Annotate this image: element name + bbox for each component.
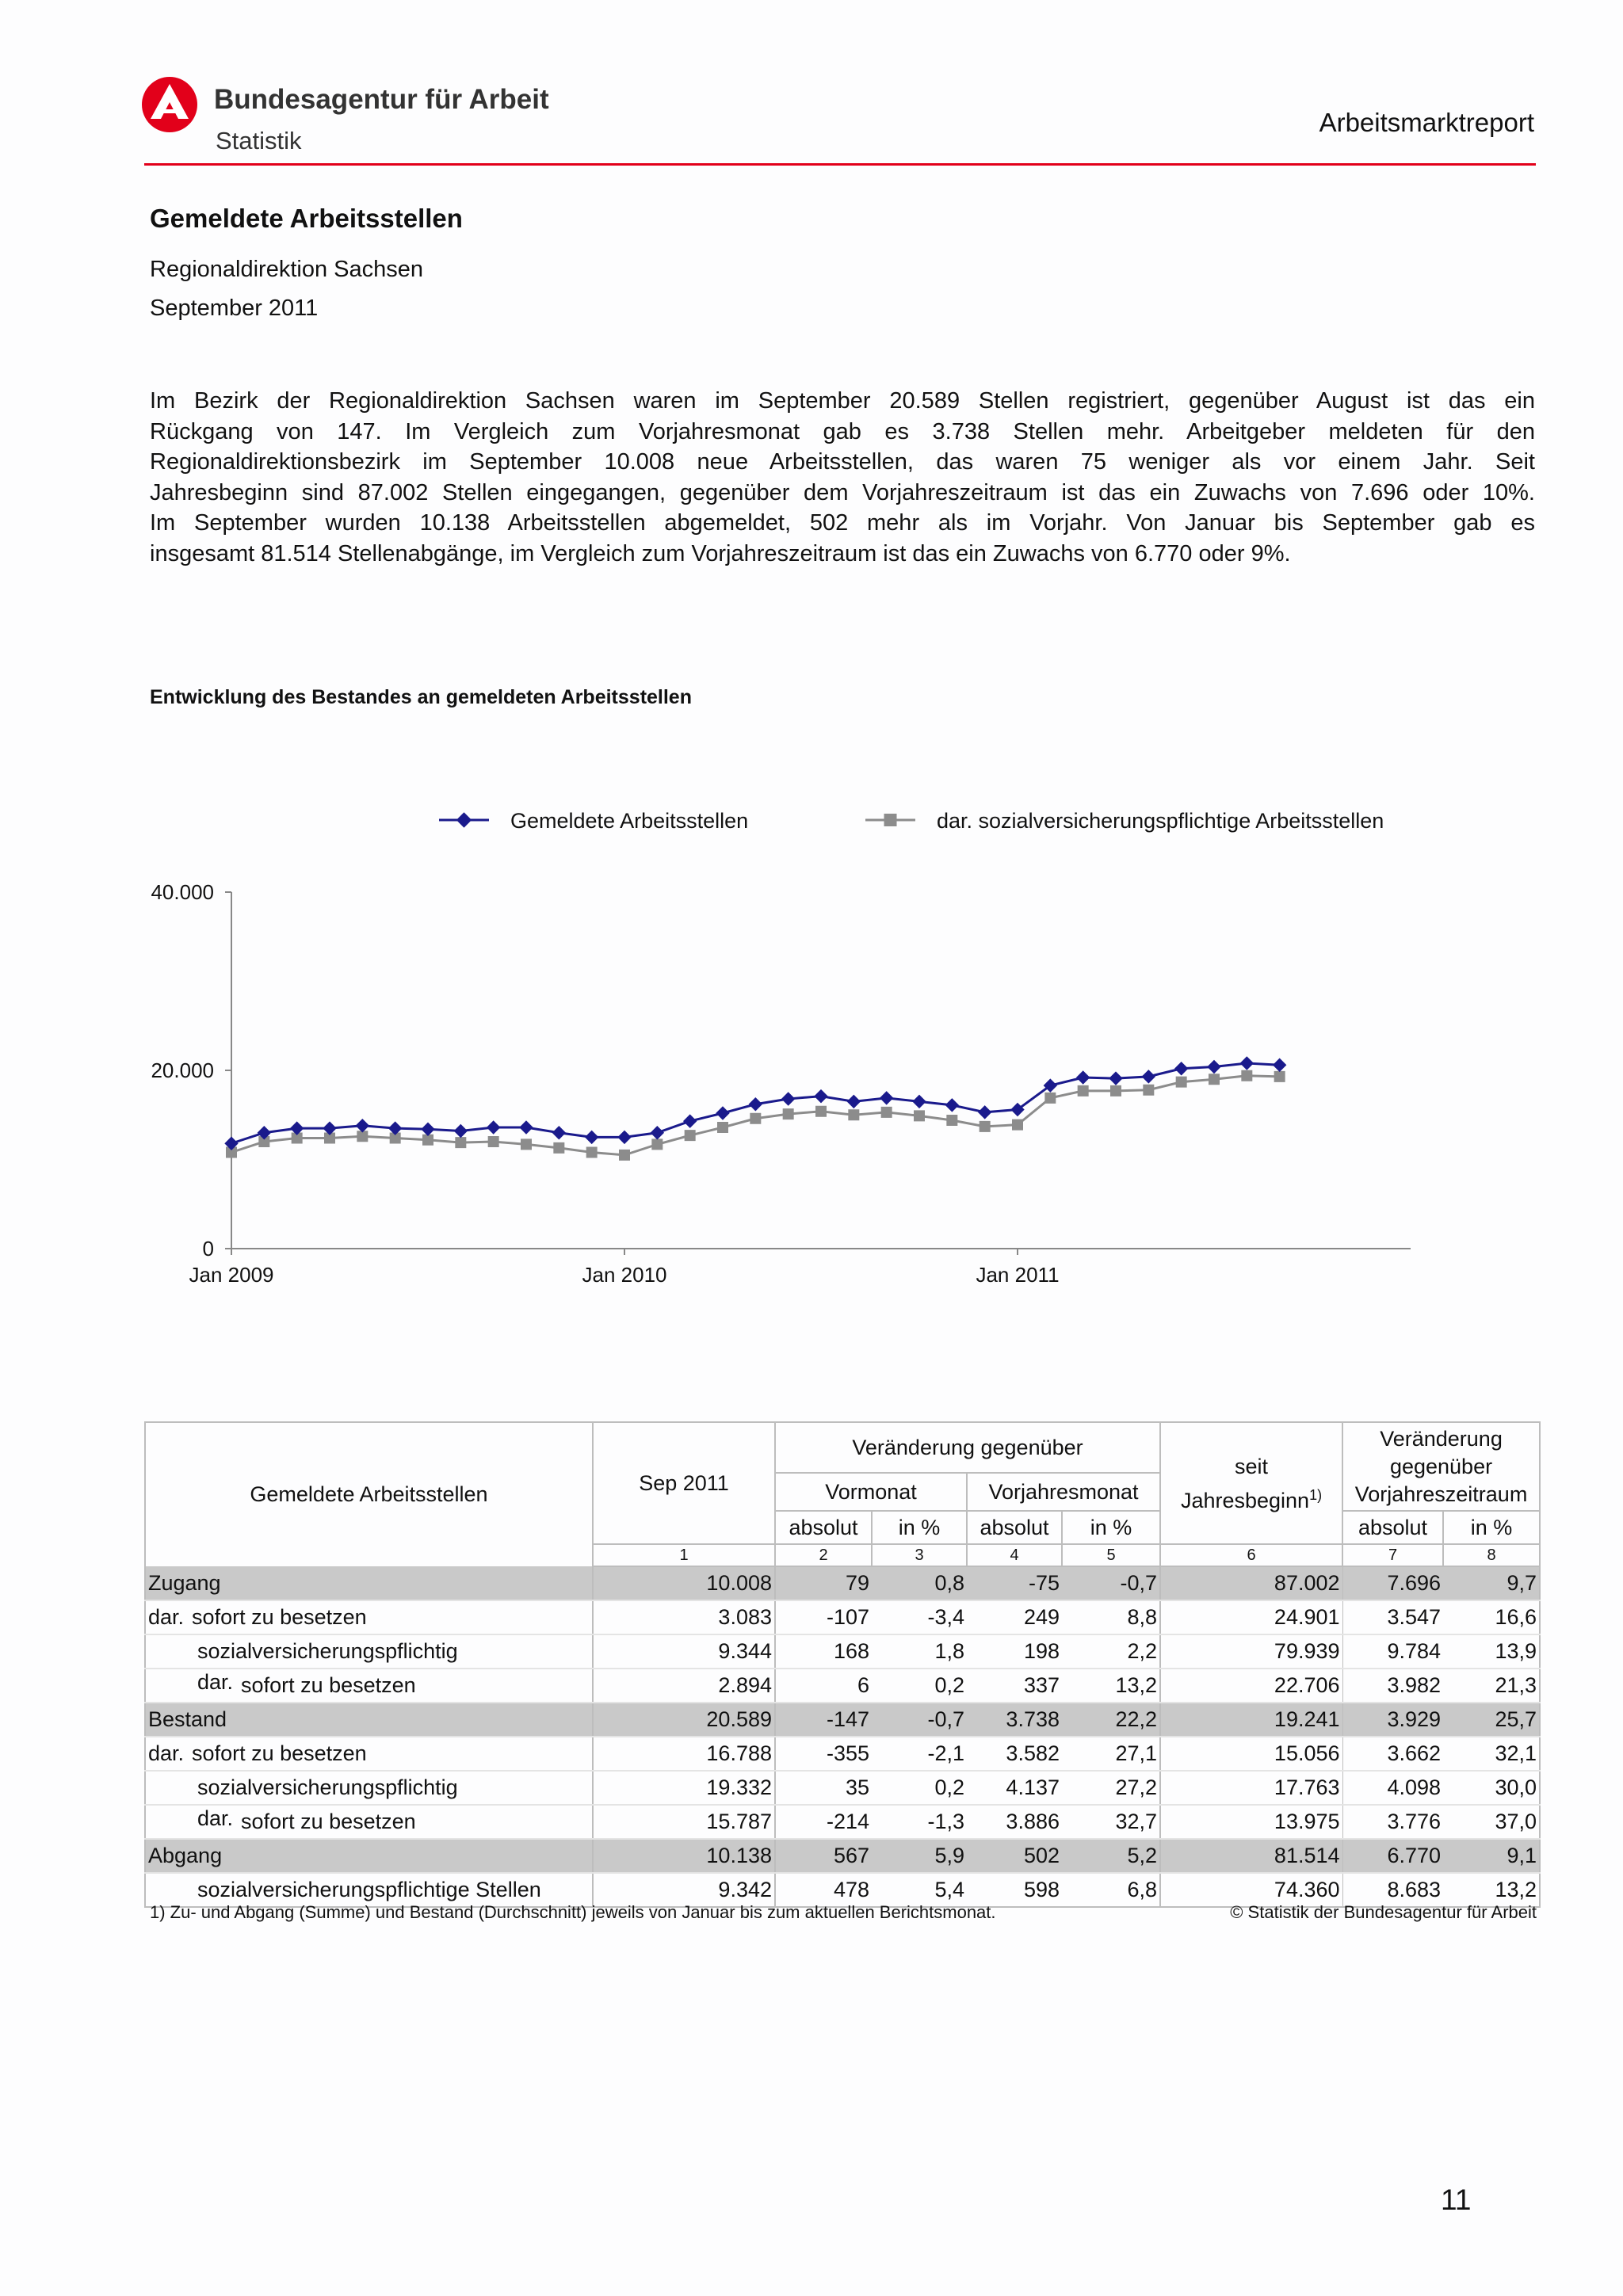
header-change: Veränderung gegenüber	[775, 1422, 1160, 1473]
header-current: Sep 2011	[593, 1422, 775, 1544]
table-cell: -0,7	[872, 1703, 967, 1737]
table-row	[145, 1634, 1540, 1669]
table-cell: -2,1	[872, 1737, 967, 1771]
table-cell: -3,4	[872, 1600, 967, 1634]
data-point	[586, 1131, 598, 1143]
org-name: Bundesagentur für Arbeit	[214, 84, 549, 115]
table-row	[145, 1839, 1540, 1873]
table-cell: 3.982	[1342, 1669, 1443, 1703]
table-row	[145, 1737, 1540, 1771]
header-ytd-sup: 1)	[1309, 1486, 1323, 1503]
row-label-text: sofort zu besetzen	[192, 1605, 367, 1629]
header-ytd-change-l1: Veränderung	[1380, 1426, 1503, 1451]
intro-line: insgesamt 81.514 Stellenabgänge, im Vergleich zum Vorjahreszeitraum ist das ein Zuwachs von 6.770 oder 9%.	[150, 540, 1291, 566]
table-cell: 4.098	[1342, 1771, 1443, 1805]
table-cell: 5,4	[872, 1873, 967, 1907]
table-cell: 198	[967, 1634, 1062, 1669]
data-point	[750, 1113, 761, 1124]
header-prev-year: Vorjahresmonat	[967, 1473, 1160, 1511]
table-cell: 567	[775, 1839, 872, 1873]
header-sub-pct: in %	[1062, 1511, 1160, 1544]
table-row	[145, 1600, 1540, 1634]
row-label	[145, 1737, 593, 1771]
header-ytd-change	[1342, 1422, 1540, 1511]
table-cell: -147	[775, 1703, 872, 1737]
table-cell: 478	[775, 1873, 872, 1907]
data-point	[553, 1142, 564, 1154]
row-label-text: sofort zu besetzen	[241, 1810, 416, 1833]
data-point	[815, 1106, 827, 1117]
data-point	[521, 1138, 532, 1150]
row-label-text: Zugang	[148, 1570, 221, 1595]
column-number: 6	[1160, 1544, 1342, 1566]
data-point	[1175, 1062, 1188, 1075]
row-label-text: sozialversicherungspflichtig	[197, 1775, 458, 1799]
table-cell: 0,8	[872, 1566, 967, 1600]
data-point	[815, 1090, 827, 1103]
table-cell: 249	[967, 1600, 1062, 1634]
table-cell: 32,1	[1443, 1737, 1540, 1771]
y-tick-label: 20.000	[151, 1058, 214, 1082]
row-label-text: sozialversicherungspflichtige Stellen	[197, 1878, 541, 1901]
data-point	[847, 1095, 860, 1108]
data-point	[454, 1125, 467, 1138]
legend-square-icon	[884, 814, 897, 826]
row-label	[145, 1669, 593, 1703]
row-prefix: dar.	[197, 1670, 234, 1694]
table-cell: 15.787	[593, 1805, 775, 1839]
table-cell: 25,7	[1443, 1703, 1540, 1737]
copyright-notice: © Statistik der Bundesagentur für Arbeit	[1230, 1902, 1537, 1922]
y-tick-label: 40.000	[151, 880, 214, 904]
table-header	[145, 1422, 1540, 1566]
chart-axes	[151, 880, 1411, 1287]
table-cell: 9,1	[1443, 1839, 1540, 1873]
table-cell: 87.002	[1160, 1566, 1342, 1600]
data-point	[1110, 1085, 1121, 1097]
row-label-text: sofort zu besetzen	[241, 1673, 416, 1697]
data-point	[1209, 1074, 1220, 1085]
intro-line: Im Bezirk der Regionaldirektion Sachsen waren im September 20.589 Stellen registriert, gegenüber August ist das ein	[150, 388, 1535, 414]
table-cell: 502	[967, 1839, 1062, 1873]
row-prefix: dar.	[148, 1741, 185, 1765]
table-cell: 3.582	[967, 1737, 1062, 1771]
table-row	[145, 1805, 1540, 1839]
data-point	[1176, 1077, 1187, 1088]
header-ytd-line2: Jahresbeginn	[1180, 1488, 1310, 1512]
table-cell: 9.344	[593, 1634, 775, 1669]
table-cell: 16.788	[593, 1737, 775, 1771]
table-row	[145, 1703, 1540, 1737]
table-cell: 5,2	[1062, 1839, 1160, 1873]
data-point	[586, 1147, 598, 1158]
table-cell: 6	[775, 1669, 872, 1703]
table-body	[145, 1566, 1540, 1907]
data-point	[1044, 1093, 1056, 1104]
legend-label: dar. sozialversicherungspflichtige Arbeitsstellen	[937, 809, 1384, 833]
x-tick-label: Jan 2009	[189, 1263, 274, 1287]
legend-diamond-icon	[457, 813, 472, 827]
table-cell: -355	[775, 1737, 872, 1771]
data-point	[945, 1099, 958, 1112]
header-sub-abs: absolut	[1342, 1511, 1443, 1544]
header-sub-pct: in %	[872, 1511, 967, 1544]
header-sub-abs: absolut	[967, 1511, 1062, 1544]
table-cell: -214	[775, 1805, 872, 1839]
data-point	[1208, 1061, 1220, 1074]
table-cell: 35	[775, 1771, 872, 1805]
table-cell: 2.894	[593, 1669, 775, 1703]
table-cell: 5,9	[872, 1839, 967, 1873]
table-cell: 3.083	[593, 1600, 775, 1634]
data-point	[946, 1115, 957, 1126]
column-number: 5	[1062, 1544, 1160, 1566]
table-cell: 3.929	[1342, 1703, 1443, 1737]
row-prefix: dar.	[197, 1806, 234, 1830]
table-cell: 1,8	[872, 1634, 967, 1669]
x-tick-label: Jan 2011	[976, 1263, 1060, 1287]
period-label: September 2011	[150, 296, 319, 321]
table-cell: 79.939	[1160, 1634, 1342, 1669]
table-cell: 6,8	[1062, 1873, 1160, 1907]
row-label	[145, 1839, 593, 1873]
chart-legend	[439, 809, 1384, 833]
y-tick-label: 0	[202, 1237, 214, 1261]
table-cell: 168	[775, 1634, 872, 1669]
table-cell: 3.662	[1342, 1737, 1443, 1771]
table-cell: 27,1	[1062, 1737, 1160, 1771]
column-number: 2	[775, 1544, 872, 1566]
table-cell: 13,2	[1443, 1873, 1540, 1907]
table-cell: 74.360	[1160, 1873, 1342, 1907]
table-cell: 13,2	[1062, 1669, 1160, 1703]
data-point	[651, 1138, 663, 1150]
row-label	[145, 1771, 593, 1805]
column-number: 3	[872, 1544, 967, 1566]
intro-line: Jahresbeginn sind 87.002 Stellen eingegangen, gegenüber dem Vorjahreszeitraum ist das ein Zuwachs von 7.696 oder 10%.	[150, 479, 1535, 505]
table-cell: 8,8	[1062, 1600, 1160, 1634]
table-cell: 4.137	[967, 1771, 1062, 1805]
table-cell: 17.763	[1160, 1771, 1342, 1805]
page-title: Gemeldete Arbeitsstellen	[150, 204, 463, 233]
row-label-text: sozialversicherungspflichtig	[197, 1639, 458, 1663]
data-point	[749, 1098, 762, 1111]
table-cell: -107	[775, 1600, 872, 1634]
table-cell: 8.683	[1342, 1873, 1443, 1907]
data-point	[422, 1123, 434, 1135]
table-cell: 37,0	[1443, 1805, 1540, 1839]
data-point	[783, 1108, 794, 1119]
data-point	[1274, 1071, 1285, 1082]
data-point	[455, 1137, 466, 1148]
data-point	[618, 1131, 631, 1143]
table-cell: 10.138	[593, 1839, 775, 1873]
column-number: 1	[593, 1544, 775, 1566]
table-cell: 337	[967, 1669, 1062, 1703]
data-point	[651, 1127, 663, 1139]
data-point	[685, 1130, 696, 1141]
table-cell: 9.342	[593, 1873, 775, 1907]
table-cell: 19.332	[593, 1771, 775, 1805]
table-row	[145, 1771, 1540, 1805]
data-point	[488, 1136, 499, 1147]
data-point	[1240, 1057, 1253, 1070]
table-cell: 0,2	[872, 1669, 967, 1703]
data-point	[913, 1095, 926, 1108]
header-sub-pct: in %	[1443, 1511, 1540, 1544]
header-ytd-change-l3: Vorjahreszeitraum	[1354, 1482, 1528, 1506]
data-point	[684, 1115, 697, 1127]
data-point	[552, 1127, 565, 1139]
data-point	[979, 1106, 991, 1119]
data-point	[782, 1093, 795, 1105]
column-number: 4	[967, 1544, 1062, 1566]
table-cell: 0,2	[872, 1771, 967, 1805]
data-point	[1012, 1119, 1023, 1131]
page-number: 11	[1441, 2183, 1472, 2216]
table-cell: 22.706	[1160, 1669, 1342, 1703]
table-cell: 9.784	[1342, 1634, 1443, 1669]
chart-plot	[225, 1057, 1286, 1161]
table-cell: 2,2	[1062, 1634, 1160, 1669]
intro-line: Im September wurden 10.138 Arbeitsstellen abgemeldet, 502 mehr als im Vorjahr. Von Januar bis September gab es	[150, 510, 1535, 536]
data-point	[848, 1109, 859, 1120]
table-row	[145, 1566, 1540, 1600]
row-label-text: Abgang	[148, 1844, 223, 1867]
table-cell: 6.770	[1342, 1839, 1443, 1873]
data-point	[717, 1122, 728, 1133]
stats-table	[144, 1421, 1541, 1908]
data-point	[716, 1107, 729, 1119]
data-point	[1241, 1070, 1252, 1081]
data-point	[880, 1092, 893, 1104]
table-cell: 9,7	[1443, 1566, 1540, 1600]
table-cell: 3.776	[1342, 1805, 1443, 1839]
table-cell: 79	[775, 1566, 872, 1600]
column-number: 7	[1342, 1544, 1443, 1566]
table-cell: 24.901	[1160, 1600, 1342, 1634]
data-point	[1142, 1070, 1155, 1083]
table-cell: 13.975	[1160, 1805, 1342, 1839]
intro-line: Rückgang von 147. Im Vergleich zum Vorjahresmonat gab es 3.738 Stellen mehr. Arbeitgeber meldeten für den	[150, 418, 1535, 444]
row-label	[145, 1805, 593, 1839]
table-cell: 22,2	[1062, 1703, 1160, 1737]
chart-title: Entwicklung des Bestandes an gemeldeten Arbeitsstellen	[150, 686, 692, 708]
data-point	[1077, 1071, 1090, 1084]
data-point	[487, 1121, 500, 1134]
data-point	[619, 1150, 630, 1161]
table-cell: -1,3	[872, 1805, 967, 1839]
row-prefix: dar.	[148, 1605, 185, 1629]
row-label	[145, 1634, 593, 1669]
table-row	[145, 1669, 1540, 1703]
row-label	[145, 1566, 593, 1600]
table-cell: 13,9	[1443, 1634, 1540, 1669]
table-cell: 20.589	[593, 1703, 775, 1737]
table-cell: 3.738	[967, 1703, 1062, 1737]
table-cell: 598	[967, 1873, 1062, 1907]
intro-line: Regionaldirektionsbezirk im September 10.008 neue Arbeitsstellen, das waren 75 weniger als vor einem Jahr. Seit	[150, 449, 1535, 475]
header-ytd-change-l2: gegenüber	[1389, 1454, 1493, 1478]
column-number: 8	[1443, 1544, 1540, 1566]
data-point	[1274, 1058, 1286, 1071]
data-point	[1109, 1072, 1122, 1085]
header-ytd	[1160, 1422, 1342, 1544]
header-label-col: Gemeldete Arbeitsstellen	[145, 1422, 593, 1566]
row-label	[145, 1600, 593, 1634]
row-label-text: sofort zu besetzen	[192, 1741, 367, 1765]
table-cell: -0,7	[1062, 1566, 1160, 1600]
data-point	[520, 1121, 533, 1134]
data-point	[914, 1110, 925, 1121]
table-cell: 81.514	[1160, 1839, 1342, 1873]
table-cell: 3.886	[967, 1805, 1062, 1839]
x-tick-label: Jan 2010	[582, 1263, 667, 1287]
table-cell: 32,7	[1062, 1805, 1160, 1839]
row-label	[145, 1703, 593, 1737]
table-footnote: 1) Zu- und Abgang (Summe) und Bestand (Durchschnitt) jeweils von Januar bis zum aktuellen Berichtsmonat.	[150, 1902, 996, 1922]
table-cell: 21,3	[1443, 1669, 1540, 1703]
data-point	[1078, 1085, 1089, 1097]
table-cell: 19.241	[1160, 1703, 1342, 1737]
table-cell: 30,0	[1443, 1771, 1540, 1805]
table-cell: 15.056	[1160, 1737, 1342, 1771]
table-cell: -75	[967, 1566, 1062, 1600]
legend-label: Gemeldete Arbeitsstellen	[510, 809, 749, 833]
table-cell: 16,6	[1443, 1600, 1540, 1634]
data-point	[881, 1107, 892, 1118]
header-sub-abs: absolut	[775, 1511, 872, 1544]
region-label: Regionaldirektion Sachsen	[150, 257, 423, 282]
data-point	[980, 1121, 991, 1132]
table-cell: 7.696	[1342, 1566, 1443, 1600]
table-cell: 27,2	[1062, 1771, 1160, 1805]
report-name: Arbeitsmarktreport	[1319, 108, 1534, 137]
header-ytd-line1: seit	[1235, 1454, 1269, 1478]
row-label-text: Bestand	[148, 1707, 227, 1731]
org-subtitle: Statistik	[216, 127, 302, 154]
table-cell: 3.547	[1342, 1600, 1443, 1634]
data-point	[356, 1119, 369, 1132]
data-point	[1143, 1085, 1154, 1096]
table-cell: 10.008	[593, 1566, 775, 1600]
header-prev-month: Vormonat	[775, 1473, 967, 1511]
